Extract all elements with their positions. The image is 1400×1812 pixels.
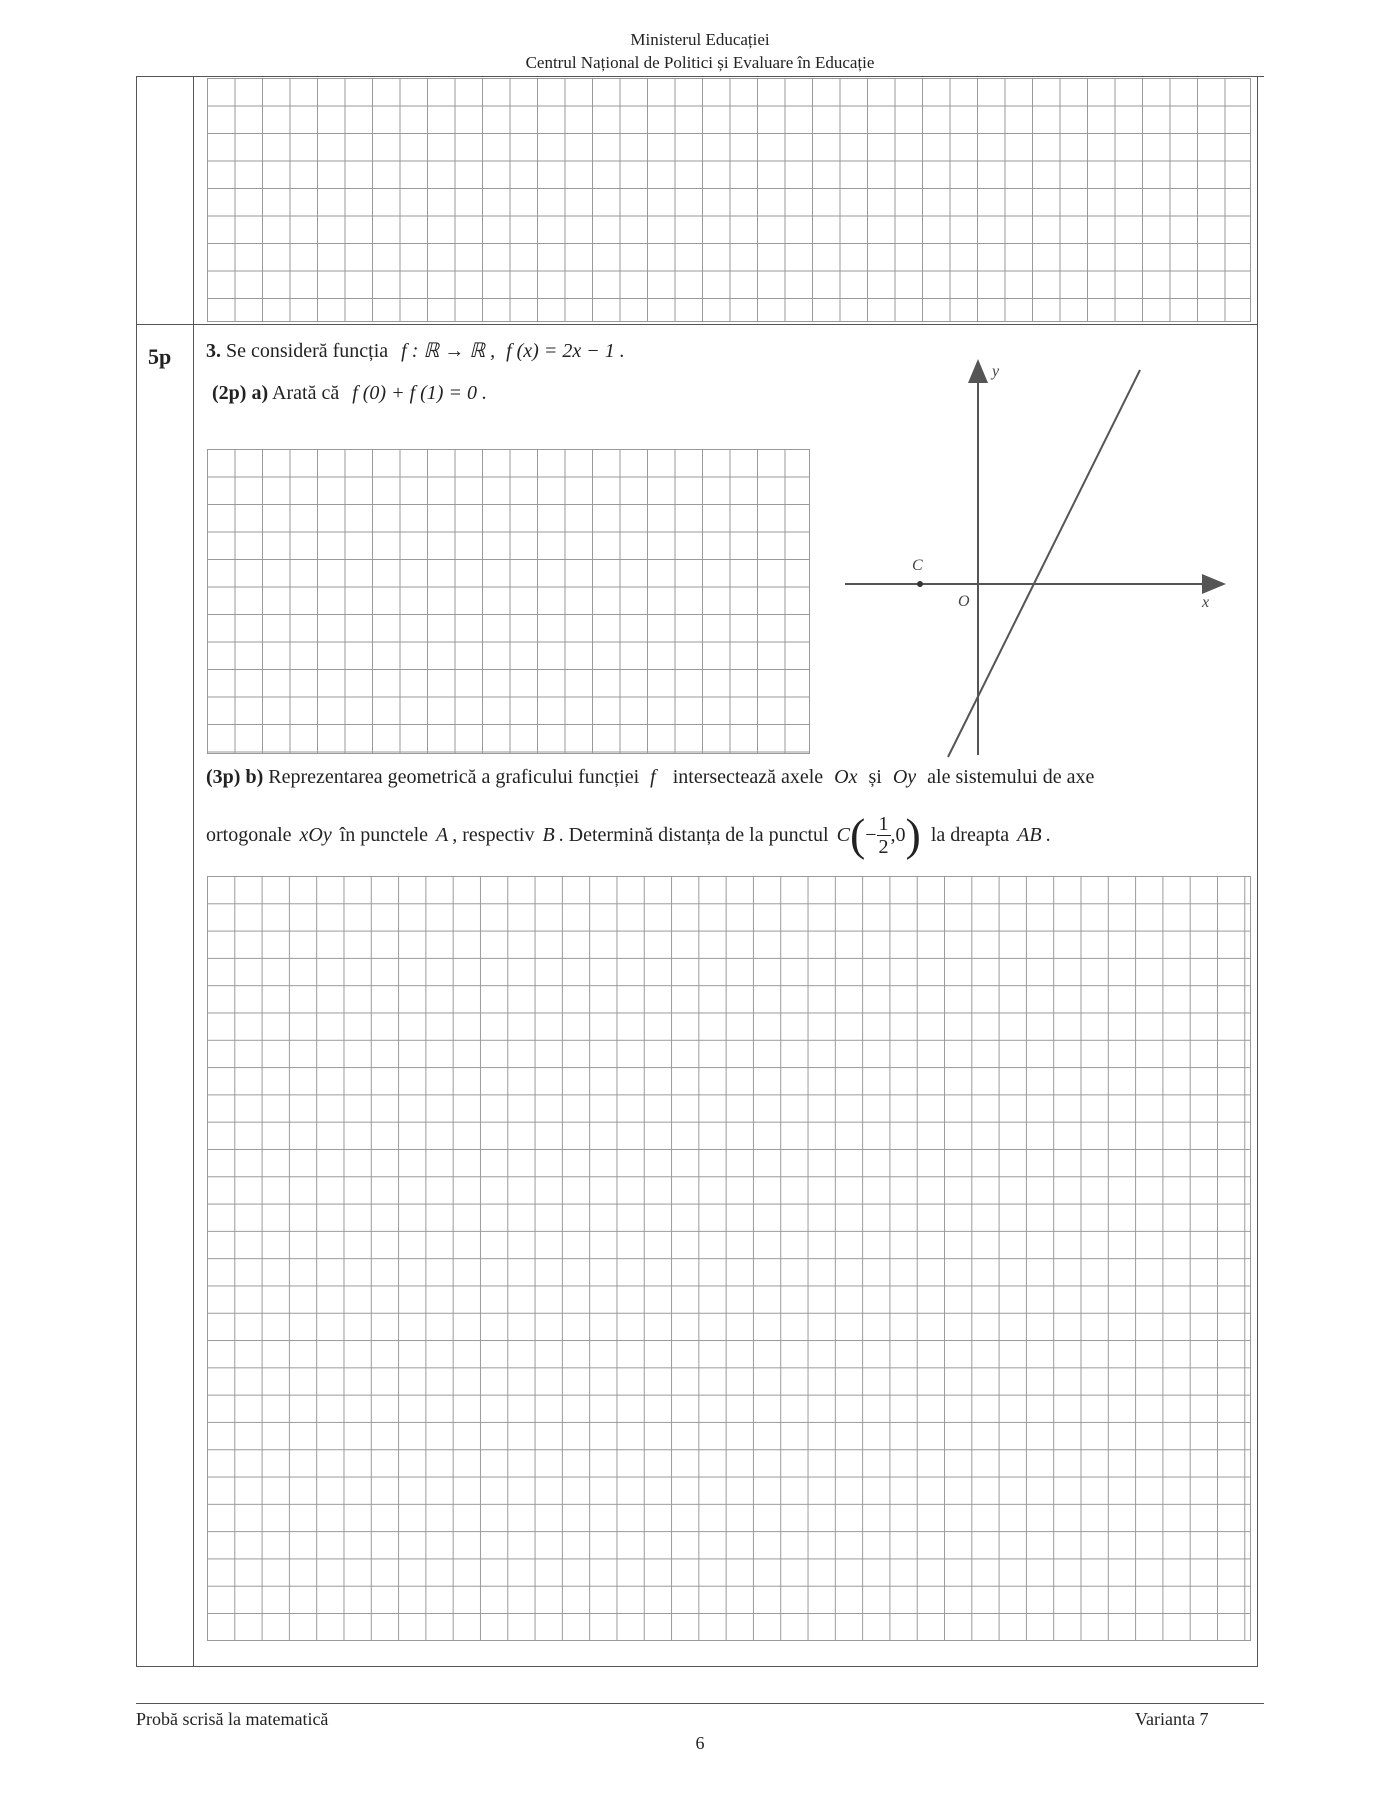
point-c: C	[836, 823, 850, 846]
label-c: C	[912, 557, 923, 574]
footer-right: Varianta 7	[1135, 1709, 1209, 1729]
table-right-border	[1257, 76, 1258, 1666]
footer-left: Probă scrisă la matematică	[136, 1709, 329, 1729]
part-a-expression: f (0) + f (1) = 0 .	[352, 382, 487, 404]
part-b-respectiv: , respectiv	[452, 823, 535, 846]
part-b-line2-end: la dreapta	[930, 823, 1010, 846]
graph-figure	[840, 355, 1240, 765]
part-b-and: și	[868, 766, 882, 788]
part-b-line-2	[206, 800, 1051, 870]
part-b-line-1	[206, 766, 1094, 789]
part-b-line1-end: ale sistemului de axe	[927, 766, 1095, 788]
axis-ox: Ox	[834, 766, 858, 788]
part-b-determine: . Determină distanța de la punctul	[558, 823, 829, 846]
label-y: y	[992, 363, 1000, 380]
exercise-points: 5p	[148, 344, 172, 369]
c-fraction-denominator: 2	[878, 835, 889, 858]
label-x: x	[1202, 594, 1210, 611]
part-b-line2-start: ortogonale	[206, 823, 292, 846]
exercise-statement	[206, 338, 625, 363]
function-graph-line	[948, 370, 1140, 757]
part-b-points: (3p)	[206, 766, 241, 788]
page-number: 6	[695, 1733, 705, 1753]
c-rest: ,0	[890, 823, 906, 846]
table-bottom-border	[136, 1666, 1258, 1667]
function-rule: f (x) = 2x − 1 .	[506, 340, 625, 362]
axis-oy: Oy	[892, 766, 917, 788]
part-a-points: (2p)	[212, 382, 247, 404]
point-a: A	[436, 823, 449, 846]
c-fraction	[877, 813, 891, 858]
table-left-border	[136, 76, 137, 1666]
row-divider	[136, 324, 1258, 325]
header-ministry: Ministerul Educației	[630, 30, 770, 49]
answer-grid-previous[interactable]	[207, 78, 1251, 322]
label-o: O	[958, 593, 970, 610]
part-b-line1-text: Reprezentarea geometrică a graficului funcției	[268, 766, 640, 788]
part-b-period: .	[1045, 823, 1051, 846]
part-b-points-text: în punctele	[339, 823, 429, 846]
header-center: Centrul Național de Politici și Evaluare în Educație	[525, 53, 875, 72]
part-b-letter: b)	[245, 766, 264, 788]
point-b: B	[542, 823, 555, 846]
part-a-letter: a)	[251, 382, 269, 404]
point-c-dot	[917, 581, 923, 587]
c-minus: −	[865, 823, 877, 846]
answer-grid-part-a[interactable]	[207, 449, 810, 754]
part-b-f: f	[650, 766, 656, 788]
part-b-line1-mid: intersectează axele	[672, 766, 824, 788]
paren-open: (	[849, 809, 866, 860]
footer-rule	[136, 1703, 1264, 1704]
points-column-divider	[193, 76, 194, 1666]
c-fraction-numerator: 1	[878, 812, 889, 835]
axes-system: xOy	[299, 823, 332, 846]
statement-prefix: Se consideră funcția	[226, 340, 389, 362]
header-rule	[136, 76, 1264, 77]
function-domain: f : ℝ → ℝ ,	[401, 340, 496, 362]
part-a-text: Arată că	[272, 382, 340, 404]
line-ab: AB	[1017, 823, 1042, 846]
paren-close: )	[905, 809, 921, 860]
answer-grid-part-b[interactable]	[207, 876, 1251, 1641]
exercise-number: 3.	[206, 340, 221, 362]
part-a-statement	[212, 382, 487, 405]
